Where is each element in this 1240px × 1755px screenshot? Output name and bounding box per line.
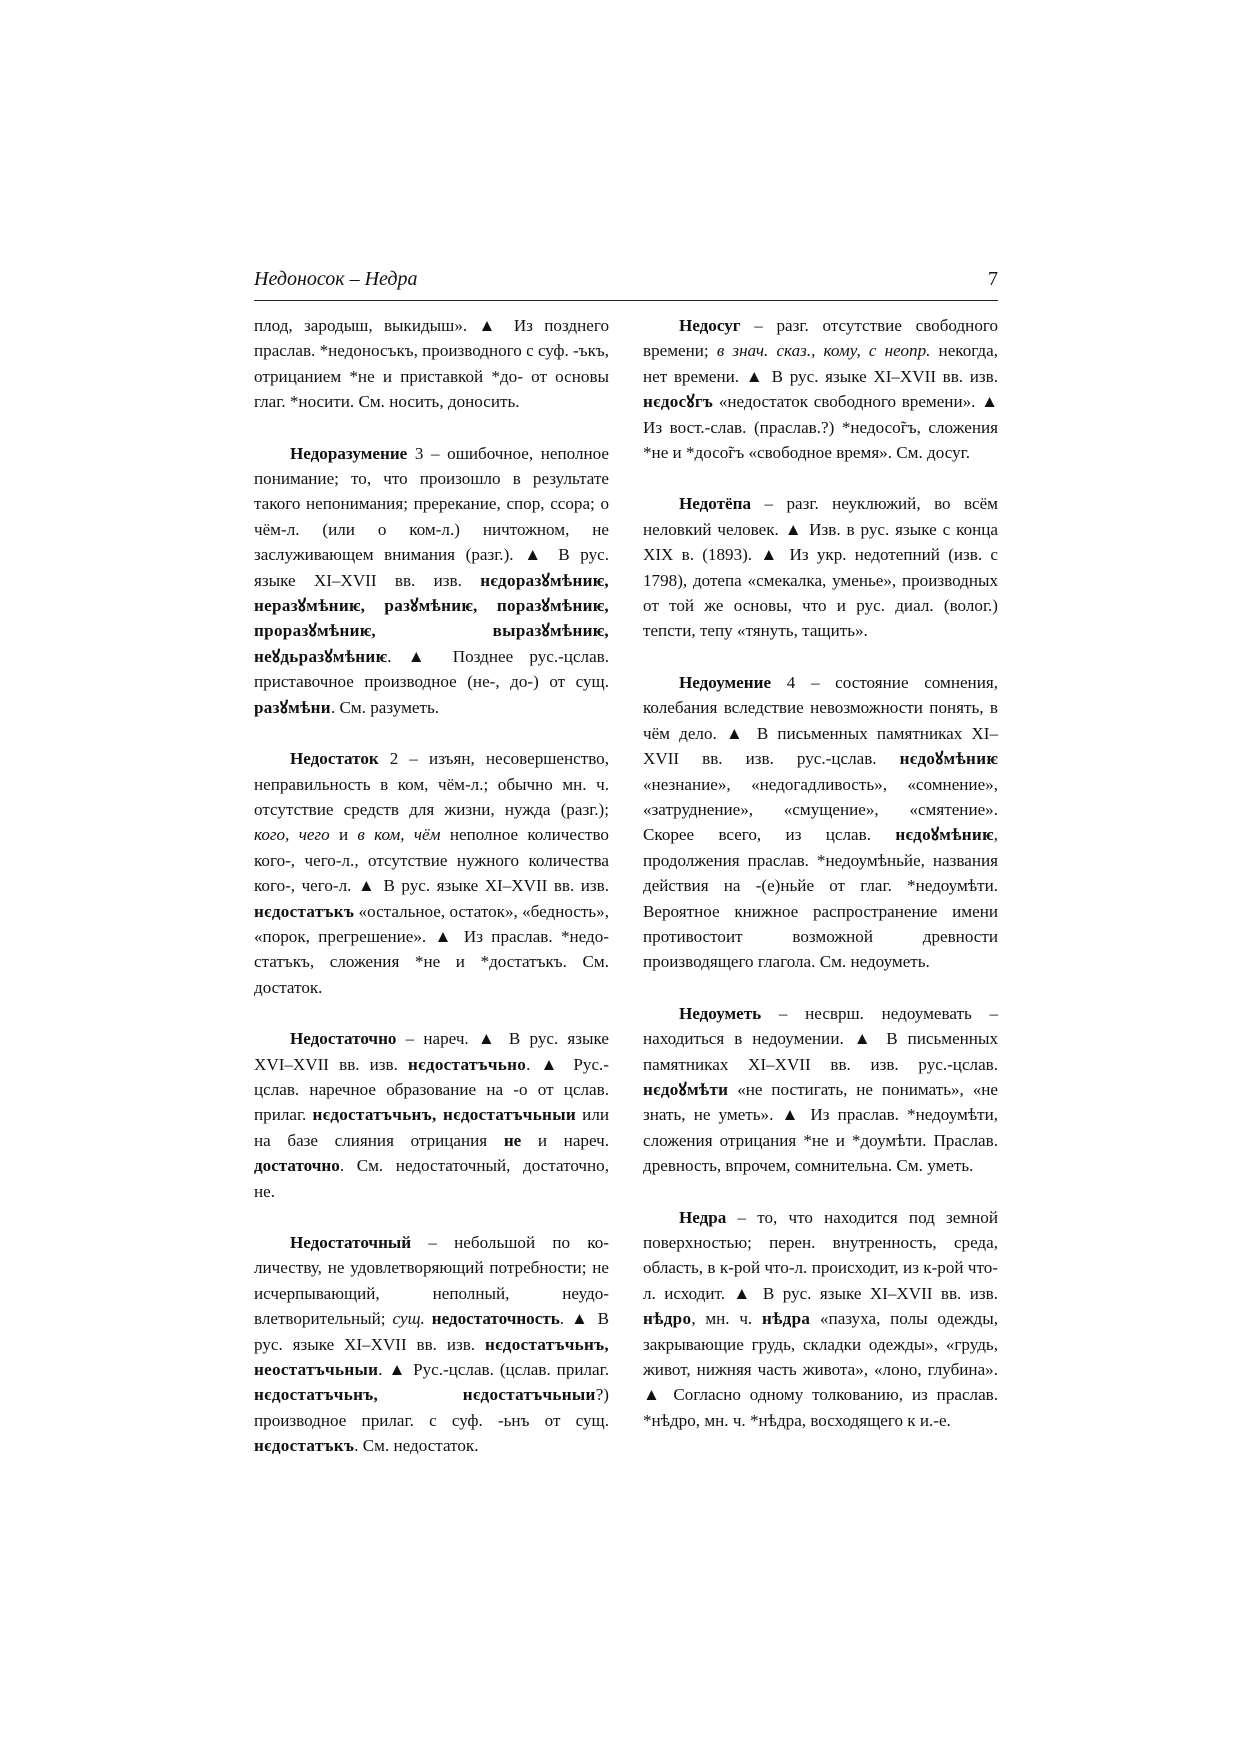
page-number: 7 xyxy=(988,268,998,290)
entry-text xyxy=(425,1309,432,1328)
entry-text: и xyxy=(329,825,358,845)
entry-text: или на базе слияния отрицания xyxy=(254,1105,609,1150)
church-slavonic-form: нєдостатъчьно xyxy=(408,1054,527,1074)
entry-text: – разг. неуклюжий, во всём неловкий человек. ▲ Изв. в рус. языке с конца XIX в. (1893). ▲ Из укр. недотепний (изв. с 1798), дотепа «смекалка, уменье», производных от той же основы, что и рус. диал. (волог.) тепсти, тепу «тянуть, тащить». xyxy=(643,494,998,641)
church-slavonic-form: нєдостатъкъ xyxy=(254,1436,355,1456)
entry-text: – то, что находится под земной поверхностью; перен. внутренность, среда, область, в к-рой что-л. происходит, из к-рой что-л. исходит. ▲ В рус. языке XI–XVII вв. изв. xyxy=(643,1207,998,1303)
dictionary-entry xyxy=(254,746,609,1000)
church-slavonic-form: нєдоꙋмѣниѥ xyxy=(899,749,998,769)
headword: не xyxy=(503,1130,522,1150)
church-slavonic-form: нєдостатъчьнъ, нєдостатъчьныи xyxy=(254,1385,596,1405)
headword: Недостаточно xyxy=(290,1029,397,1049)
headword: недостаточность xyxy=(431,1309,560,1329)
dictionary-entry xyxy=(643,1205,998,1434)
entry-text: . См. недостаток. xyxy=(354,1436,479,1456)
dictionary-entry xyxy=(643,1001,998,1179)
left-column xyxy=(254,313,609,1485)
entry-text: . ▲ В рус. языке XI–XVII вв. изв. xyxy=(254,1309,609,1354)
entry-text: «недостаток свободного времени». ▲ Из вост.-слав. (праслав.?) *недосо̃гъ, сложения *не и *досо̃гъ «свободное время». См. досуг. xyxy=(643,392,998,463)
entry-text: . См. разуметь. xyxy=(330,697,440,717)
dictionary-entry xyxy=(254,441,609,720)
church-slavonic-form: нѣдро xyxy=(643,1309,692,1329)
church-slavonic-form: разꙋмѣни xyxy=(254,697,331,717)
church-slavonic-form: нѣдра xyxy=(761,1309,811,1329)
headword: Недоуметь xyxy=(679,1003,762,1023)
headword: Недостаточный xyxy=(290,1233,412,1252)
entry-text: – несврш. недоумевать – находиться в недоумении. ▲ В письменных памятниках XI–XVII вв. изв. рус.-цслав. xyxy=(643,1003,998,1074)
entry-text: плод, зародыш, выкидыш». ▲ Из позднего праслав. *недоносъкъ, производного с суф. -ъкъ, отрицанием *не и приставкой *до- от основы глаг. *носити. См. носить, доносить. xyxy=(254,316,610,412)
italic-note: кого, чего xyxy=(254,825,330,845)
church-slavonic-form: нєдосꙋгъ xyxy=(643,392,714,412)
headword: достаточно xyxy=(254,1156,340,1176)
dictionary-entry xyxy=(254,1026,609,1204)
running-head: Недоносок – Недра xyxy=(254,268,418,290)
church-slavonic-form: нєдостатъчьнъ, неостатъчьныи xyxy=(254,1334,609,1380)
church-slavonic-form: нєдоꙋмѣниѥ xyxy=(895,825,994,845)
entry-text: «остальное, остаток», «бедность», «порок, прегрешение». ▲ Из праслав. *недостатъкъ, сложения *не и *достатъкъ. См. достаток. xyxy=(254,901,609,997)
headword: Недотёпа xyxy=(679,494,752,514)
entry-text: . ▲ Позднее рус.-цслав. приставочное производное (не-, до-) от сущ. xyxy=(254,646,609,692)
dictionary-entry xyxy=(254,1230,609,1459)
headword: Недоразумение xyxy=(290,443,408,463)
entry-text: 2 – изъян, несовершенство, неправильность в ком, чём-л.; обычно мн. ч. отсутствие средств для жизни, нужда (разг.); xyxy=(254,749,609,819)
dictionary-entry xyxy=(643,670,998,975)
entry-text: неполное количество кого-, чего-л., отсутствие нужного количества кого-, чего-л. ▲ В рус. языке XI–XVII вв. изв. xyxy=(254,825,609,896)
dictionary-entry xyxy=(643,313,998,465)
headword: Недосуг xyxy=(679,316,741,335)
entry-text: и нареч. xyxy=(521,1130,609,1150)
italic-note: в знач. сказ., кому, с неопр. xyxy=(716,341,931,361)
dictionary-entry xyxy=(643,491,998,643)
entry-text: ?) производное прилаг. с суф. -ьнъ от сущ. xyxy=(254,1385,609,1430)
entry-text: «пазуха, полы одежды, закрывающие грудь, складки одежды», «грудь, живот, нижняя часть живота», «лоно, глубина». ▲ Согласно одному толкованию, из праслав. *нѣдро, мн. ч. *нѣдра, восходящего к и.-е. xyxy=(643,1309,998,1430)
entry-text: – небольшой по количеству, не удовлетворяющий потребности; не исчерпывающий, неполный, неудовлетворительный; xyxy=(254,1233,609,1329)
church-slavonic-form: нєдоꙋмѣти xyxy=(643,1079,729,1099)
entry-text: , продолжения праслав. *недоумѣньйе, названия действия на -(е)ньйе от глаг. *недоумѣти. Вероятное книжное распространение имени противостоит возможной древности производящего глагола. См. недоуметь. xyxy=(643,825,998,972)
headword: Недостаток xyxy=(290,749,379,769)
church-slavonic-form: нєдостатъкъ xyxy=(254,901,355,921)
church-slavonic-form: нєдоразꙋмѣниѥ, неразꙋмѣниѥ, разꙋмѣниѥ, поразꙋмѣниѥ, проразꙋмѣниѥ, выразꙋмѣниѥ, неꙋдьразꙋмѣниѥ xyxy=(254,570,609,666)
entry-text: «незнание», «недогадливость», «сомнение», «затруднение», «смущение», «смятение». Скорее всего, из цслав. xyxy=(643,774,998,845)
entry-text: – нареч. ▲ В рус. языке XVI–XVII вв. изв. xyxy=(254,1029,609,1074)
right-column xyxy=(643,313,998,1459)
entry-text: – разг. отсутствие свободного времени; xyxy=(643,316,998,361)
entry-text: некогда, нет времени. ▲ В рус. языке XI–XVII вв. изв. xyxy=(643,341,998,386)
entry-text: «не постигать, не понимать», «не знать, не уметь». ▲ Из праслав. *недоумѣти, сложения отрицания *не и *доумѣти. Праслав. древность, впрочем, сомнительна. См. уметь. xyxy=(643,1079,998,1176)
italic-note: в ком, чём xyxy=(357,825,441,845)
headword: Недра xyxy=(679,1207,727,1227)
headword: Недоумение xyxy=(679,672,772,692)
italic-note: сущ. xyxy=(392,1309,425,1329)
entry-text: 4 – состояние сомнения, колебания вследствие невозможности понять, в чём дело. ▲ В письменных памятниках XI–XVII вв. изв. рус.-цслав. xyxy=(643,672,998,769)
entry-text: 3 – ошибочное, неполное понимание; то, что произошло в результате такого непонимания; пререкание, спор, ссора; о чём-л. (или о ком-л.) ничтожном, не заслуживающем внимания (разг.). ▲ В рус. языке XI–XVII вв. изв. xyxy=(254,443,609,590)
dictionary-entry xyxy=(254,313,609,415)
page-header xyxy=(254,268,998,301)
entry-text: . ▲ Рус.-цслав. наречное образование на -о от цслав. прилаг. xyxy=(254,1054,609,1125)
entry-text: . См. недостаточный, достаточно, не. xyxy=(254,1156,609,1201)
church-slavonic-form: нєдостатъчьнъ, нєдостатъчьныи xyxy=(312,1105,577,1125)
entry-text: , мн. ч. xyxy=(691,1309,762,1329)
entry-text: . ▲ Рус.-цслав. (цслав. прилаг. xyxy=(378,1360,609,1380)
